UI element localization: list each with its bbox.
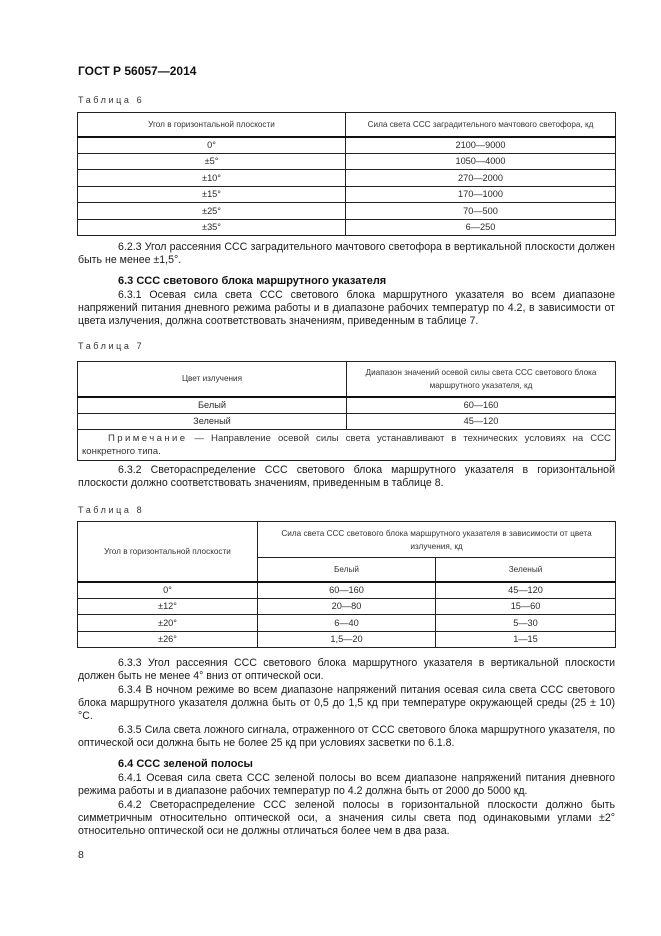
page-number: 8 [78,849,84,861]
table-row [78,413,616,430]
table-row [78,631,616,648]
table-6-label: Таблица 6 [78,95,145,105]
paragraph-6-3-2: 6.3.2 Светораспределение ССС светового блока маршрутного указателя в горизонтальной плоскости должно соответствовать значениям, приведенным в таблице 8. [78,464,615,489]
table-7 [77,361,616,461]
table-8-cell: ±20° [78,615,258,632]
paragraph-6-3-3: 6.3.3 Угол рассеяния ССС светового блока маршрутного указателя в вертикальной плоскости должен быть не менее 4° вниз от оптической оси. [78,657,615,682]
table-8-cell: 60—160 [258,582,436,599]
table-8-cell: ±26° [78,631,258,648]
paragraph-6-3-5: 6.3.5 Сила света ложного сигнала, отраженного от ССС светового блока маршрутного указателя, по оптической оси должна быть не более 25 кд при условиях засветки по 6.1.8. [78,724,615,749]
table-row [78,615,616,632]
table-8-header-white: Белый [258,558,436,582]
paragraph-6-4-2: 6.4.2 Светораспределение ССС зеленой полосы в горизонтальной плоскости должно быть симметричным относительно оптической оси, а значения силы света под одинаковыми углами ±2° относительно оптической оси не должны отличаться более чем в два раза. [78,799,615,837]
section-heading-6-4: 6.4 ССС зеленой полосы [118,758,253,770]
table-7-cell: Зеленый [78,413,347,430]
table-row [78,219,616,236]
table-row [78,186,616,203]
table-7-cell: 45—120 [347,413,616,430]
note-label: Примечание [108,433,188,444]
paragraph-6-4-1: 6.4.1 Осевая сила света ССС зеленой полосы во всем диапазоне напряжений питания дневного режима работы и в диапазоне рабочих температур по 4.2 должна быть от 2000 до 5000 кд. [78,772,615,797]
table-6 [77,112,616,236]
table-6-cell: 270—2000 [346,170,616,187]
table-row [78,397,616,414]
paragraph-6-3-4: 6.3.4 В ночном режиме во всем диапазоне напряжений питания осевая сила света ССС светового блока маршрутного указателя должна быть от 0,5 до 1,5 кд при температуре окружающей среды (25 ± 10) °С. [78,684,615,722]
table-8-label: Таблица 8 [78,505,145,515]
table-6-cell: 1050—4000 [346,153,616,170]
table-6-header-intensity: Сила света ССС заградительного мачтового светофора, кд [346,113,616,137]
table-6-cell: 2100—9000 [346,137,616,154]
table-6-cell: 170—1000 [346,186,616,203]
table-row [78,170,616,187]
table-8-cell: 5—30 [436,615,616,632]
table-8-cell: 15—60 [436,598,616,615]
table-6-cell: 0° [78,137,346,154]
paragraph-6-3-1: 6.3.1 Осевая сила света ССС светового блока маршрутного указателя во всем диапазоне напряжений питания дневного режима работы и в диапазоне рабочих температур по 4.2, в зависимости от цвета излучения, должна соответствовать значениям, приведенным в таблице 7. [78,289,615,327]
table-7-label: Таблица 7 [78,341,145,351]
table-6-cell: ±15° [78,186,346,203]
section-heading-6-3: 6.3 ССС светового блока маршрутного указателя [118,275,387,287]
table-6-header-angle: Угол в горизонтальной плоскости [78,113,346,137]
table-6-cell: ±5° [78,153,346,170]
table-row [78,598,616,615]
table-row [78,137,616,154]
table-6-cell: ±25° [78,203,346,220]
table-8 [77,521,616,648]
table-7-header-range: Диапазон значений осевой силы света ССС светового блока маршрутного указателя, кд [347,362,616,397]
table-8-cell: 6—40 [258,615,436,632]
table-6-cell: 70—500 [346,203,616,220]
table-6-cell: 6—250 [346,219,616,236]
table-row [78,203,616,220]
table-8-header-group: Сила света ССС светового блока маршрутного указателя в зависимости от цвета излучения, кд [258,522,616,558]
table-8-header-green: Зеленый [436,558,616,582]
table-8-cell: ±12° [78,598,258,615]
table-7-header-color: Цвет излучения [78,362,347,397]
table-8-header-angle: Угол в горизонтальной плоскости [78,522,258,582]
table-row [78,153,616,170]
table-8-cell: 1,5—20 [258,631,436,648]
note-text: — Направление осевой силы света устанавливают в технических условиях на ССС конкретного типа. [82,433,611,457]
table-7-cell: Белый [78,397,347,414]
table-6-cell: ±10° [78,170,346,187]
paragraph-6-2-3: 6.2.3 Угол рассеяния ССС заградительного мачтового светофора в вертикальной плоскости должен быть не менее ±1,5°. [78,241,615,266]
table-8-cell: 20—80 [258,598,436,615]
table-row [78,582,616,599]
document-title: ГОСТ Р 56057—2014 [78,64,197,78]
table-8-cell: 1—15 [436,631,616,648]
table-8-cell: 0° [78,582,258,599]
table-8-cell: 45—120 [436,582,616,599]
table-6-cell: ±35° [78,219,346,236]
table-7-cell: 60—160 [347,397,616,414]
table-7-note [78,430,616,461]
